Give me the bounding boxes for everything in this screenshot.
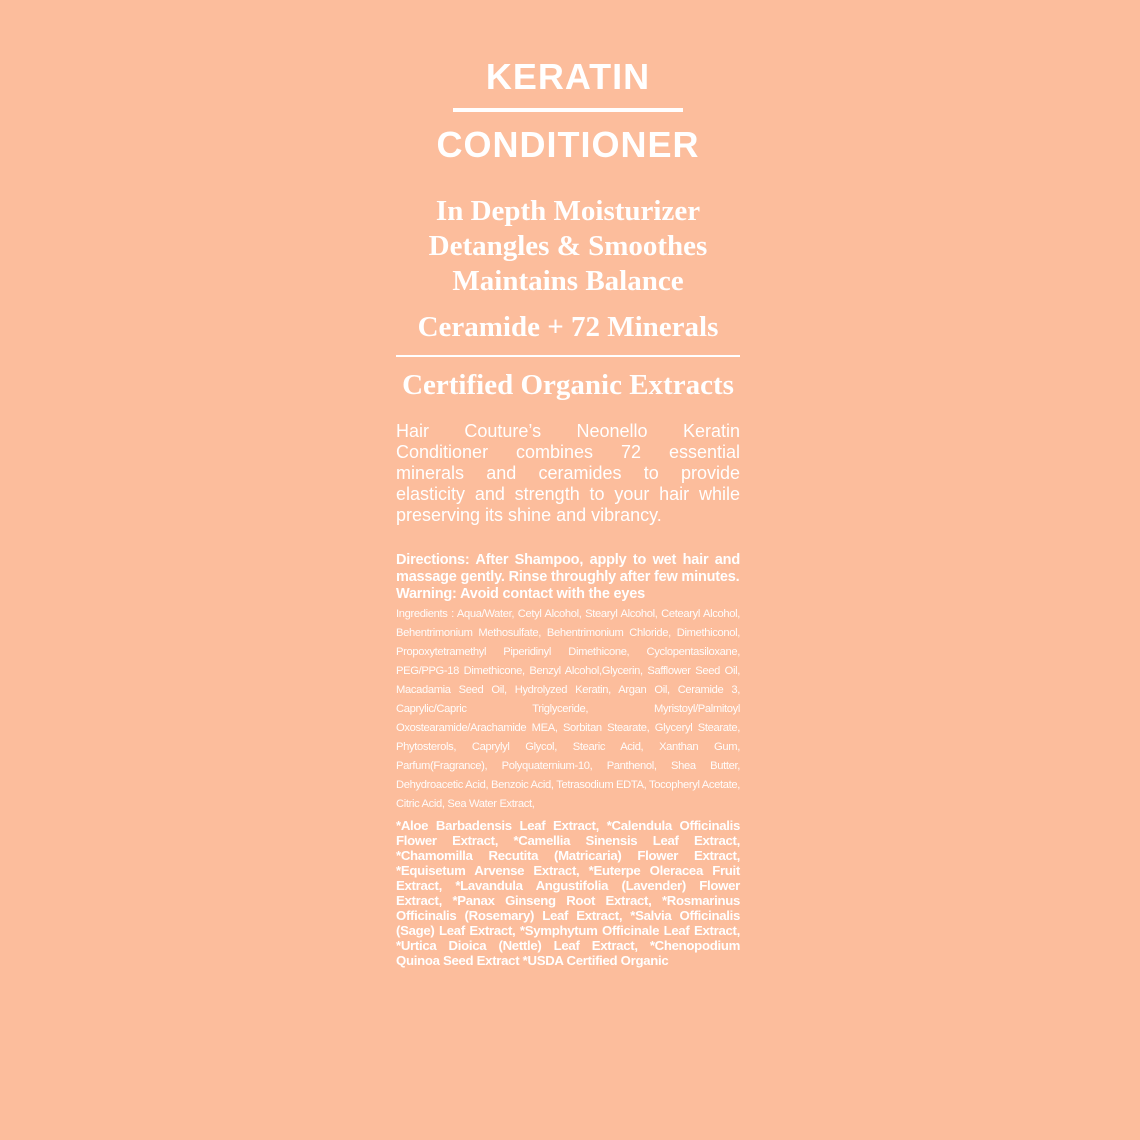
usage-directions: Directions: After Shampoo, apply to wet hair and massage gently. Rinse throughly after few minutes. xyxy=(396,552,740,585)
product-claims xyxy=(396,194,740,299)
claim-maintains-balance: Maintains Balance xyxy=(452,265,684,297)
claim-in-depth-moisturizer: In Depth Moisturizer xyxy=(435,195,701,227)
product-name-conditioner: CONDITIONER xyxy=(436,124,700,165)
feature-ceramide-minerals: Ceramide + 72 Minerals xyxy=(417,311,719,343)
product-name-keratin: KERATIN xyxy=(485,56,651,97)
feature-divider xyxy=(396,355,740,357)
safety-warning: Warning: Avoid contact with the eyes xyxy=(396,586,645,602)
ingredients-list: Ingredients : Aqua/Water, Cetyl Alcohol, Stearyl Alcohol, Cetearyl Alcohol, Behentrimonium Methosulfate, Behentrimonium Chloride, Dimethiconol, Propoxytetramethyl Piperidinyl Dimethicone, Cyclopentasiloxane, PEG/PPG-18 Dimethicone, Benzyl Alcohol,Glycerin, Safflower Seed Oil, Macadamia Seed Oil, Hydrolyzed Keratin, Argan Oil, Ceramide 3, Caprylic/Capric Triglyceride, Myristoyl/Palmitoyl Oxostearamide/Arachamide MEA, Sorbitan Stearate, Glyceryl Stearate, Phytosterols, Caprylyl Glycol, Stearic Acid, Xanthan Gum, Parfum(Fragrance), Polyquaternium-10, Panthenol, Shea Butter, Dehydroacetic Acid, Benzoic Acid, Tetrasodium EDTA, Tocopheryl Acetate, Citric Acid, Sea Water Extract, xyxy=(396,608,740,810)
feature-certified-organic: Certified Organic Extracts xyxy=(402,369,734,401)
title-divider xyxy=(453,108,683,112)
product-label-panel xyxy=(396,56,740,968)
product-description: Hair Couture’s Neonello Keratin Conditioner combines 72 essential minerals and ceramides to provide elasticity and strength to your hair while preserving its shine and vibrancy. xyxy=(396,421,740,525)
claim-detangles-smoothes: Detangles & Smoothes xyxy=(428,230,708,262)
organic-ingredients-list: *Aloe Barbadensis Leaf Extract, *Calendula Officinalis Flower Extract, *Camellia Sinensis Leaf Extract, *Chamomilla Recutita (Matricaria) Flower Extract, *Equisetum Arvense Extract, *Euterpe Oleracea Fruit Extract, *Lavandula Angustifolia (Lavender) Flower Extract, *Panax Ginseng Root Extract, *Rosmarinus Officinalis (Rosemary) Leaf Extract, *Salvia Officinalis (Sage) Leaf Extract, *Symphytum Officinale Leaf Extract, *Urtica Dioica (Nettle) Leaf Extract, *Chenopodium Quinoa Seed Extract *USDA Certified Organic xyxy=(396,818,740,968)
